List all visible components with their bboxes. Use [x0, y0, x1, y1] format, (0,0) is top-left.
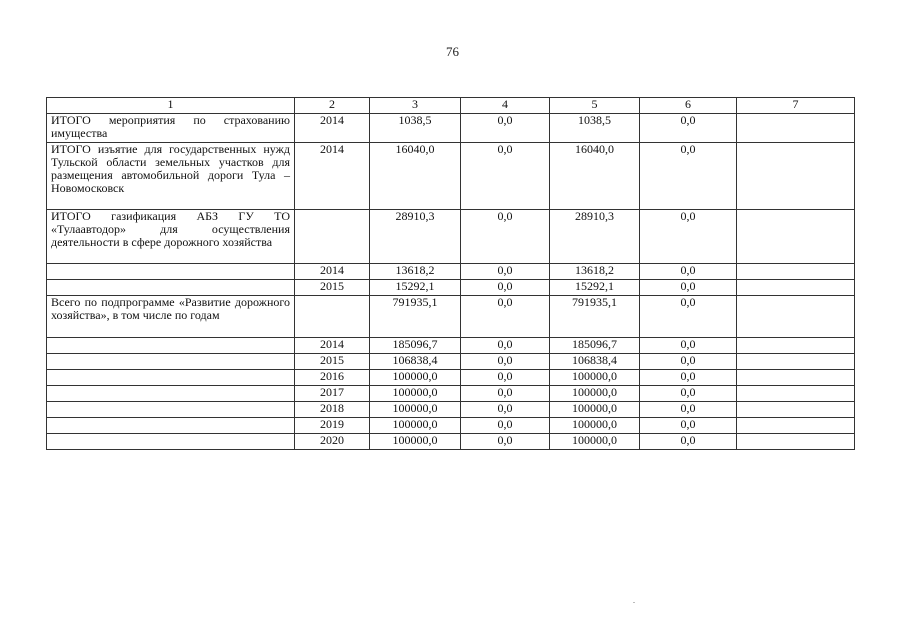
table-row: [47, 402, 855, 418]
row-col-5: 28910,3: [550, 210, 640, 264]
scan-speck: [633, 602, 635, 603]
row-col-5: 1038,5: [550, 114, 640, 143]
row-col-7: [737, 402, 855, 418]
row-col-4: 0,0: [461, 264, 550, 280]
row-col-4: 0,0: [461, 386, 550, 402]
header-col-6: 6: [640, 98, 737, 114]
row-col-5: 100000,0: [550, 402, 640, 418]
row-col-3: 185096,7: [370, 338, 461, 354]
row-col-4: 0,0: [461, 402, 550, 418]
row-col-5: 16040,0: [550, 143, 640, 210]
row-col-6: 0,0: [640, 402, 737, 418]
row-col-5: 100000,0: [550, 386, 640, 402]
table-row: [47, 114, 855, 143]
row-col-4: 0,0: [461, 354, 550, 370]
row-description: [47, 434, 295, 450]
row-col-3: 791935,1: [370, 296, 461, 338]
row-col-7: [737, 338, 855, 354]
row-col-4: 0,0: [461, 114, 550, 143]
table-row: [47, 338, 855, 354]
row-col-6: 0,0: [640, 114, 737, 143]
row-year: 2016: [295, 370, 370, 386]
row-col-5: 15292,1: [550, 280, 640, 296]
table-row: [47, 210, 855, 264]
header-col-5: 5: [550, 98, 640, 114]
row-col-7: [737, 114, 855, 143]
table-row: [47, 386, 855, 402]
row-description: ИТОГО изъятие для государственных нужд Тульской области земельных участков для размещения автомобильной дороги Тула – Новомосковск: [47, 143, 295, 210]
row-col-4: 0,0: [461, 418, 550, 434]
row-col-6: 0,0: [640, 418, 737, 434]
row-col-6: 0,0: [640, 370, 737, 386]
row-col-5: 13618,2: [550, 264, 640, 280]
row-description: [47, 280, 295, 296]
row-year: 2015: [295, 354, 370, 370]
row-year: [295, 296, 370, 338]
table-row: [47, 296, 855, 338]
row-col-4: 0,0: [461, 296, 550, 338]
row-col-5: 100000,0: [550, 434, 640, 450]
row-description: [47, 338, 295, 354]
row-col-3: 16040,0: [370, 143, 461, 210]
header-col-1: 1: [47, 98, 295, 114]
row-col-4: 0,0: [461, 143, 550, 210]
row-col-6: 0,0: [640, 434, 737, 450]
table-row: [47, 143, 855, 210]
row-col-3: 100000,0: [370, 418, 461, 434]
row-col-3: 13618,2: [370, 264, 461, 280]
row-col-7: [737, 210, 855, 264]
header-col-4: 4: [461, 98, 550, 114]
page-number: 76: [446, 44, 459, 59]
row-col-6: 0,0: [640, 386, 737, 402]
row-col-3: 1038,5: [370, 114, 461, 143]
row-col-3: 15292,1: [370, 280, 461, 296]
table-row: [47, 418, 855, 434]
row-col-6: 0,0: [640, 280, 737, 296]
row-col-5: 791935,1: [550, 296, 640, 338]
row-col-7: [737, 370, 855, 386]
row-col-7: [737, 264, 855, 280]
row-col-3: 100000,0: [370, 386, 461, 402]
row-col-5: 100000,0: [550, 370, 640, 386]
table-row: [47, 354, 855, 370]
table-row: [47, 434, 855, 450]
table-row: [47, 264, 855, 280]
row-description: [47, 370, 295, 386]
budget-table: [46, 97, 855, 450]
row-description: [47, 402, 295, 418]
row-col-6: 0,0: [640, 296, 737, 338]
row-col-6: 0,0: [640, 210, 737, 264]
row-col-6: 0,0: [640, 264, 737, 280]
row-year: 2017: [295, 386, 370, 402]
row-col-7: [737, 296, 855, 338]
row-col-7: [737, 434, 855, 450]
header-col-7: 7: [737, 98, 855, 114]
row-description: [47, 386, 295, 402]
row-year: 2014: [295, 338, 370, 354]
row-col-7: [737, 386, 855, 402]
row-col-3: 100000,0: [370, 434, 461, 450]
row-col-5: 106838,4: [550, 354, 640, 370]
row-col-5: 100000,0: [550, 418, 640, 434]
header-col-3: 3: [370, 98, 461, 114]
row-col-6: 0,0: [640, 354, 737, 370]
row-col-7: [737, 143, 855, 210]
header-col-2: 2: [295, 98, 370, 114]
row-col-7: [737, 354, 855, 370]
row-year: 2018: [295, 402, 370, 418]
row-description: Всего по подпрограмме «Развитие дорожного хозяйства», в том числе по годам: [47, 296, 295, 338]
row-year: 2014: [295, 264, 370, 280]
row-year: 2014: [295, 143, 370, 210]
row-year: 2015: [295, 280, 370, 296]
row-col-7: [737, 280, 855, 296]
row-col-4: 0,0: [461, 370, 550, 386]
row-year: 2020: [295, 434, 370, 450]
table-row: [47, 370, 855, 386]
row-col-4: 0,0: [461, 434, 550, 450]
row-description: ИТОГО газификация АБЗ ГУ ТО «Тулаавтодор» для осуществления деятельности в сфере дорожного хозяйства: [47, 210, 295, 264]
row-col-6: 0,0: [640, 338, 737, 354]
row-col-5: 185096,7: [550, 338, 640, 354]
row-col-6: 0,0: [640, 143, 737, 210]
row-col-3: 100000,0: [370, 370, 461, 386]
row-col-3: 106838,4: [370, 354, 461, 370]
row-description: [47, 264, 295, 280]
row-year: 2019: [295, 418, 370, 434]
row-col-4: 0,0: [461, 280, 550, 296]
header-row: [47, 98, 855, 114]
row-col-4: 0,0: [461, 210, 550, 264]
row-year: 2014: [295, 114, 370, 143]
row-description: [47, 354, 295, 370]
row-col-3: 100000,0: [370, 402, 461, 418]
row-col-3: 28910,3: [370, 210, 461, 264]
row-col-4: 0,0: [461, 338, 550, 354]
row-description: [47, 418, 295, 434]
row-year: [295, 210, 370, 264]
row-description: ИТОГО мероприятия по страхованию имущества: [47, 114, 295, 143]
row-col-7: [737, 418, 855, 434]
table-row: [47, 280, 855, 296]
